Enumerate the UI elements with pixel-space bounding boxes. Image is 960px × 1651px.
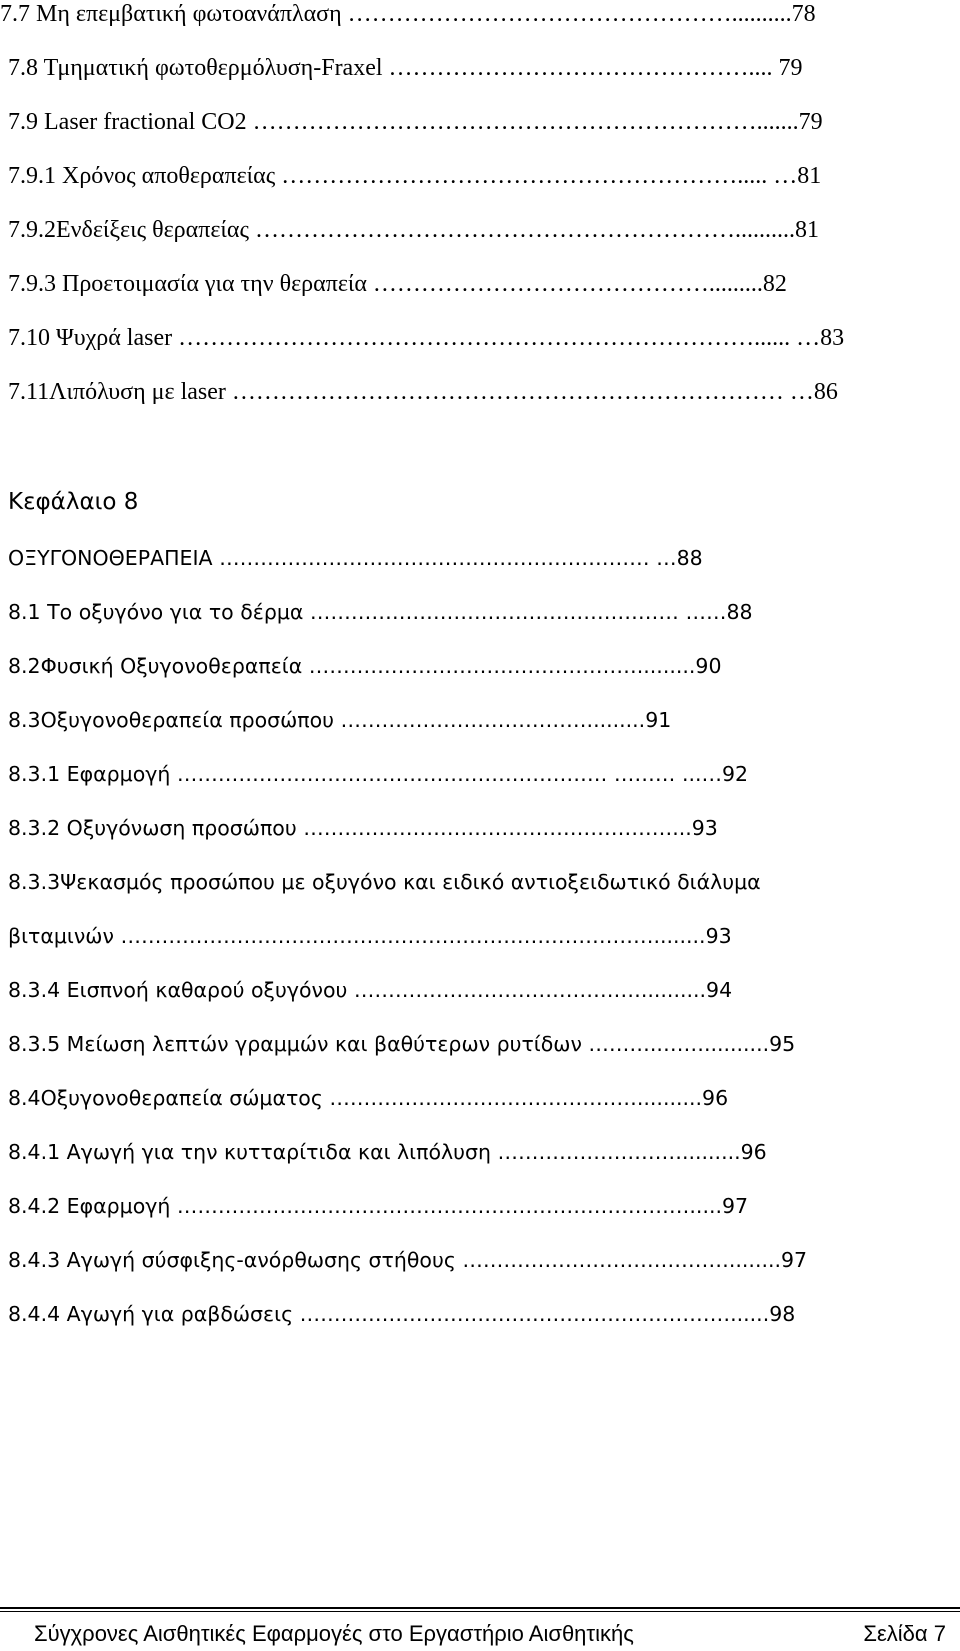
- toc-entry: 7.10 Ψυχρά laser ………………………………………………………………...... …83: [8, 325, 845, 351]
- chapter-heading: Κεφάλαιο 8: [8, 489, 139, 515]
- footer-document-title: Σύγχρονες Αισθητικές Εφαρμογές στο Εργαστήριο Αισθητικής: [34, 1621, 634, 1646]
- toc-entry: 7.9.1 Χρόνος αποθεραπείας …………………………………………………..... …81: [8, 163, 822, 189]
- toc-entry: 8.3.5 Μείωση λεπτών γραμμών και βαθύτερων ρυτίδων ………..……..........95: [8, 1032, 796, 1056]
- toc-entry: 8.4.3 Αγωγή σύσφιξης-ανόρθωσης στήθους …………………………………........97: [8, 1248, 808, 1272]
- toc-entry: 7.7 Μη επεμβατική φωτοανάπλαση …………………………………………..........78: [0, 1, 816, 27]
- toc-entry: 8.3.2 Οξυγόνωση προσώπου ………………………………………………...93: [8, 816, 718, 840]
- toc-entry: 8.4.1 Αγωγή για την κυτταρίτιδα και λιπόλυση ……………………….........96: [8, 1140, 767, 1164]
- toc-entry: 7.8 Τμηματική φωτοθερμόλυση-Fraxel ……………………………………….... 79: [8, 55, 803, 81]
- toc-entry: 8.3.1 Εφαρμογή ……………………………………………………… ……… ...…92: [8, 762, 749, 786]
- footer-page-number: Σελίδα 7: [863, 1621, 946, 1646]
- toc-entry: 8.3.3Ψεκασμός προσώπου με οξυγόνο και ειδικό αντιοξειδωτικό διάλυμα: [8, 870, 761, 894]
- toc-entry-continuation: βιταμινών ……………………………………………………………………........93: [8, 924, 732, 948]
- toc-entry: 8.1 Το οξυγόνο για το δέρμα ……………………………………………… ……88: [8, 600, 753, 624]
- footer-divider: [0, 1607, 960, 1609]
- toc-entry: 8.3.4 Εισπνοή καθαρού οξυγόνου ……………………………………..........94: [8, 978, 733, 1002]
- toc-entry: 7.9 Laser fractional CO2 ……………………………………………………….......79: [8, 109, 823, 135]
- toc-entry: 7.9.2Ενδείξεις θεραπείας ……………………………………………………..........81: [8, 217, 819, 243]
- toc-entry: 8.4.4 Αγωγή για ραβδώσεις ………………………………………………………......98: [8, 1302, 796, 1326]
- toc-entry: 7.11Λιπόλυση με laser …………………………………………………………… …86: [8, 379, 838, 405]
- toc-entry: 8.2Φυσική Οξυγονοθεραπεία ………………………………………….........90: [8, 654, 722, 678]
- toc-entry: 7.9.3 Προετοιμασία για την θεραπεία …………………………………….........82: [8, 271, 787, 297]
- toc-entry: 8.4Οξυγονοθεραπεία σώματος ………………………………………..........96: [8, 1086, 729, 1110]
- toc-entry: 8.4.2 Εφαρμογή ………………………………………………………………….....97: [8, 1194, 749, 1218]
- chapter-title-entry: ΟΞΥΓΟΝΟΘΕΡΑΠΕΙΑ ……………………………………………………… …88: [8, 546, 703, 570]
- toc-entry: 8.3Οξυγονοθεραπεία προσώπου ……………………………….........91: [8, 708, 672, 732]
- footer-divider-thin: [0, 1611, 960, 1612]
